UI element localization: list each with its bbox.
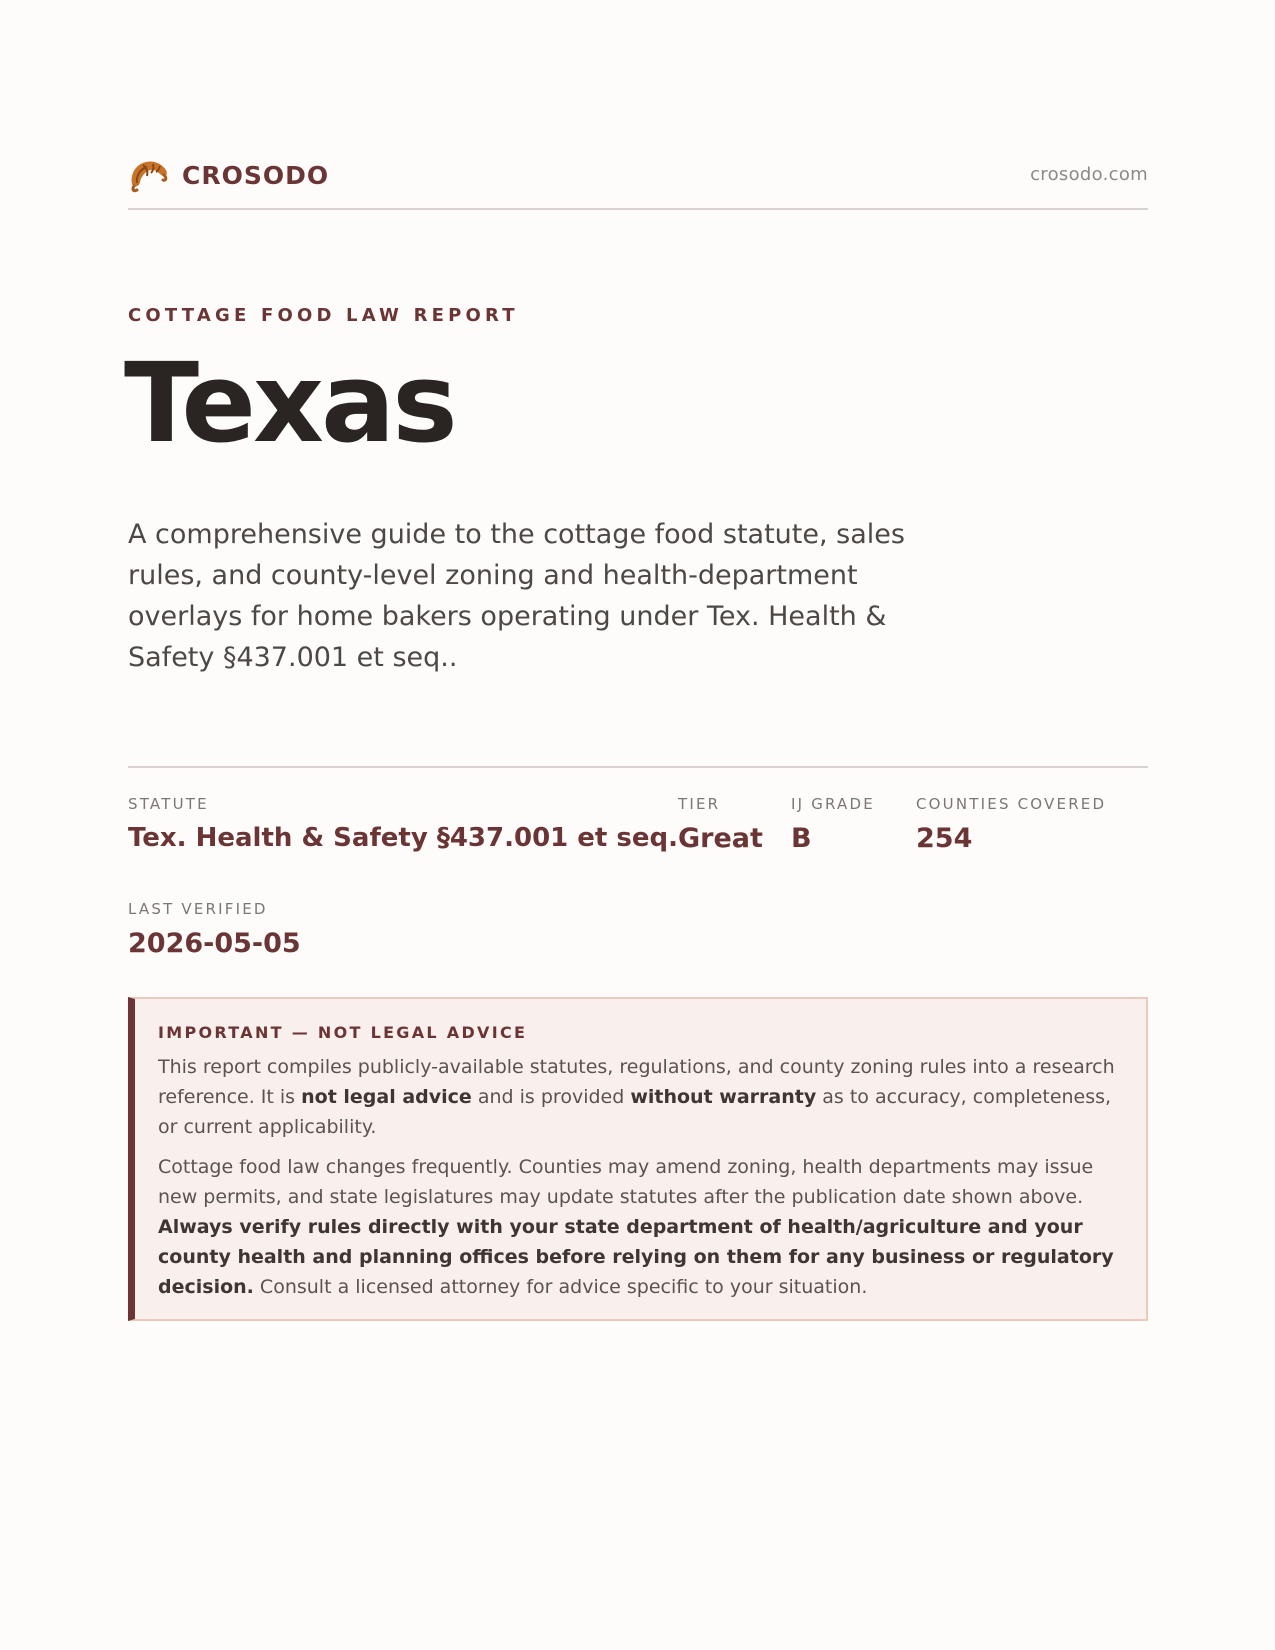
- lead-paragraph: A comprehensive guide to the cottage food statute, sales rules, and county-level zoning and health-department overlays for home bakers operating under Tex. Health & Safety §437.001 et seq..: [128, 519, 905, 673]
- brand-name: CROSODO: [182, 160, 330, 190]
- croissant-icon: [128, 156, 170, 194]
- meta-value: B: [791, 823, 812, 854]
- meta-label: STATUTE: [128, 795, 209, 813]
- disclaimer-paragraph: [158, 1152, 1118, 1302]
- meta-divider: [128, 766, 1148, 768]
- text-run: This report compiles publicly-available statutes, regulations, and county zoning rules into a research reference. It is: [158, 1056, 1115, 1108]
- report-eyebrow: COTTAGE FOOD LAW REPORT: [128, 305, 519, 326]
- text-run: as to accuracy, completeness, or current applicability.: [158, 1086, 1112, 1138]
- report-page: [124, 0, 1148, 1650]
- meta-value: 254: [916, 823, 973, 854]
- meta-value: Tex. Health & Safety §437.001 et seq.: [128, 823, 679, 853]
- site-url-link[interactable]: crosodo.com: [1030, 164, 1148, 185]
- meta-label: IJ GRADE: [791, 795, 875, 813]
- brand[interactable]: [128, 156, 329, 194]
- disclaimer-paragraph: [158, 1052, 1118, 1142]
- meta-statute: [128, 795, 678, 853]
- meta-value: Great: [678, 823, 763, 854]
- emphasis-text: without warranty: [630, 1086, 817, 1108]
- legal-disclaimer-box: [128, 997, 1148, 1321]
- emphasis-text: Always verify rules directly with your state department of health/agriculture and your county health and planning offices before relying on them for any business or regulatory decision.: [158, 1216, 1114, 1298]
- page-title: Texas: [124, 339, 455, 467]
- page-header: [128, 156, 1148, 210]
- meta-label: TIER: [678, 795, 721, 813]
- emphasis-text: not legal advice: [301, 1086, 472, 1108]
- text-run: and is provided: [471, 1086, 631, 1108]
- meta-label: COUNTIES COVERED: [916, 795, 1107, 813]
- meta-value: 2026-05-05: [128, 928, 301, 959]
- meta-last-verified: [128, 900, 301, 959]
- meta-counties-covered: [916, 795, 1106, 854]
- text-run: Consult a licensed attorney for advice specific to your situation.: [253, 1276, 868, 1298]
- text-run: Cottage food law changes frequently. Counties may amend zoning, health departments may issue new permits, and state legislatures may update statutes after the publication date shown above.: [158, 1156, 1094, 1208]
- disclaimer-heading: IMPORTANT — NOT LEGAL ADVICE: [158, 1023, 528, 1042]
- meta-tier: [678, 795, 763, 854]
- meta-label: LAST VERIFIED: [128, 900, 268, 918]
- meta-ij-grade: [791, 795, 875, 854]
